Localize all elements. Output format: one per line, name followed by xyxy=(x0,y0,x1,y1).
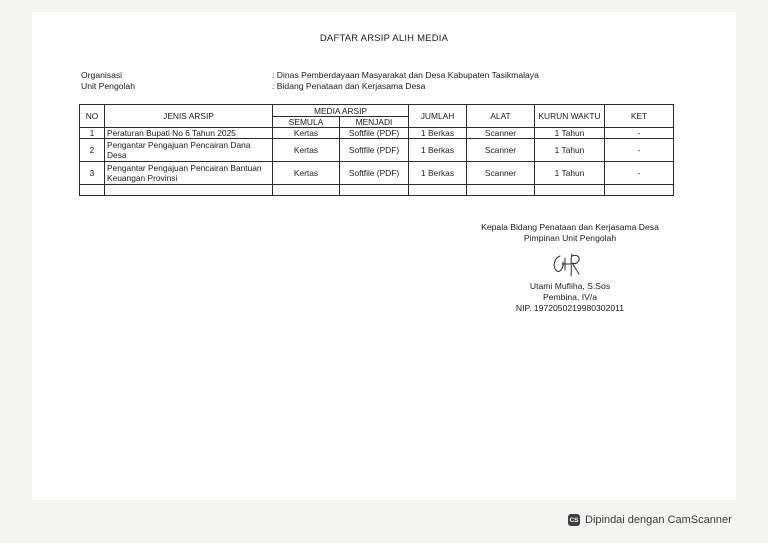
cell-alat: Scanner xyxy=(467,139,535,162)
table-row xyxy=(80,162,674,185)
header-alat: ALAT xyxy=(467,105,535,128)
cell-no: 2 xyxy=(80,139,105,162)
header-jenis-arsip: JENIS ARSIP xyxy=(105,105,273,128)
signatory-name: Utami Mufliha, S.Sos xyxy=(529,281,611,291)
cell-jenis-arsip: Peraturan Bupati No 6 Tahun 2025 xyxy=(105,128,273,139)
cell-jumlah: 1 Berkas xyxy=(409,162,467,185)
table-row xyxy=(80,139,674,162)
header-jumlah: JUMLAH xyxy=(409,105,467,128)
document-title: DAFTAR ARSIP ALIH MEDIA xyxy=(319,33,449,44)
cell-ket: - xyxy=(605,128,674,139)
unit-pengolah-value: : Bidang Penataan dan Kerjasama Desa xyxy=(272,81,426,91)
header-media-arsip: MEDIA ARSIP xyxy=(273,105,409,117)
cell-jenis-arsip: Pengantar Pengajuan Pencairan Bantuan Keuangan Provinsi xyxy=(105,162,273,185)
cell-kurun-waktu: 1 Tahun xyxy=(535,128,605,139)
cell-alat: Scanner xyxy=(467,128,535,139)
cell-no: 1 xyxy=(80,128,105,139)
cell-no: 3 xyxy=(80,162,105,185)
header-no: NO xyxy=(80,105,105,128)
unit-pengolah-label: Unit Pengolah xyxy=(81,81,135,91)
cell-menjadi: Softfile (PDF) xyxy=(340,128,409,139)
cell-kurun-waktu: 1 Tahun xyxy=(535,162,605,185)
cell-menjadi: Softfile (PDF) xyxy=(340,139,409,162)
cell-jumlah: 1 Berkas xyxy=(409,128,467,139)
handwritten-signature xyxy=(548,248,588,278)
camscanner-watermark xyxy=(568,514,732,526)
cell-semula: Kertas xyxy=(273,128,340,139)
signatory-rank: Pembina, IV/a xyxy=(543,292,597,302)
archive-table xyxy=(79,104,674,196)
cell-semula: Kertas xyxy=(273,162,340,185)
cell-ket: - xyxy=(605,162,674,185)
table-row-empty xyxy=(80,185,674,196)
cell-ket: - xyxy=(605,139,674,162)
signatory-subtitle: Pimpinan Unit Pengolah xyxy=(523,233,617,243)
cell-kurun-waktu: 1 Tahun xyxy=(535,139,605,162)
camscanner-icon: CS xyxy=(568,514,580,526)
signatory-title: Kepala Bidang Penataan dan Kerjasama Desa xyxy=(481,222,659,232)
header-ket: KET xyxy=(605,105,674,128)
header-menjadi: MENJADI xyxy=(340,117,409,128)
cell-jumlah: 1 Berkas xyxy=(409,139,467,162)
signatory-nip: NIP. 197205021998030201​1 xyxy=(515,303,625,313)
cell-jenis-arsip: Pengantar Pengajuan Pencairan Dana Desa xyxy=(105,139,273,162)
cell-menjadi: Softfile (PDF) xyxy=(340,162,409,185)
organisasi-label: Organisasi xyxy=(81,70,123,80)
header-kurun-waktu: KURUN WAKTU xyxy=(535,105,605,128)
table-row xyxy=(80,128,674,139)
organisasi-value: : Dinas Pemberdayaan Masyarakat dan Desa Kabupaten Tasikmalaya xyxy=(272,70,539,80)
cell-semula: Kertas xyxy=(273,139,340,162)
camscanner-text: Dipindai dengan CamScanner xyxy=(585,514,732,526)
cell-alat: Scanner xyxy=(467,162,535,185)
header-semula: SEMULA xyxy=(273,117,340,128)
